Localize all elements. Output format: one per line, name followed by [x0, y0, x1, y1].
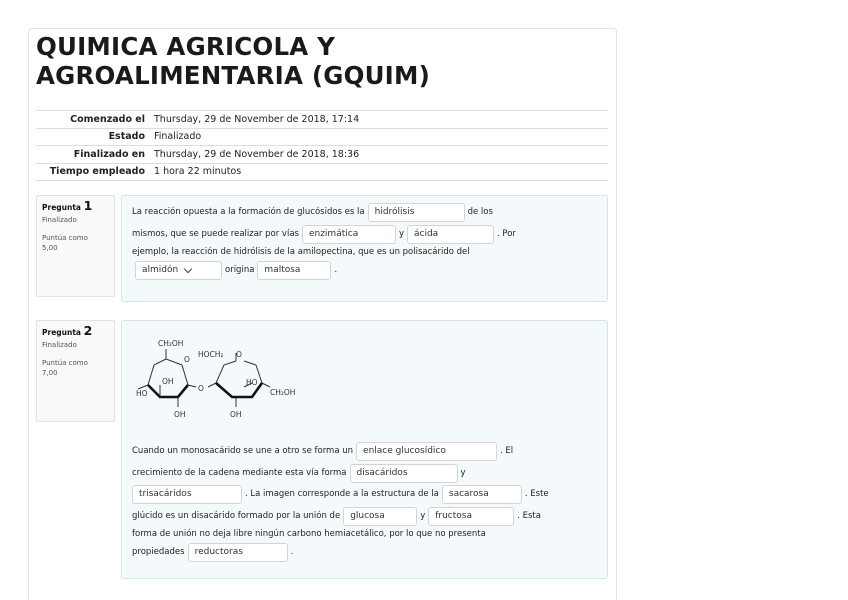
question-text: Cuando un monosacárido se une a otro se forma un	[132, 446, 354, 457]
question-text: crecimiento de la cadena mediante esta vía forma	[132, 467, 347, 478]
question-1-text	[132, 202, 516, 282]
question-text: ejemplo, la reacción de hidrólisis de la amilopectina, que es un polisacárido del	[132, 247, 470, 257]
summary-row	[36, 163, 608, 181]
question-text: origina	[225, 265, 255, 276]
question-text: y	[398, 228, 404, 239]
summary-label: Estado	[108, 131, 145, 143]
label-o: O	[236, 350, 242, 359]
question-prefix: Pregunta	[42, 203, 81, 212]
answer-field[interactable]: fructosa	[428, 507, 514, 526]
question-prefix: Pregunta	[42, 328, 81, 337]
question-grade-label: Puntúa como	[42, 234, 88, 242]
course-title: QUIMICA AGRICOLA Y AGROALIMENTARIA (GQUIM)	[36, 32, 430, 90]
question-2-info	[36, 320, 115, 422]
question-text: propiedades	[132, 547, 185, 558]
summary-label: Comenzado el	[70, 113, 145, 125]
question-2-text	[132, 441, 549, 564]
question-grade-label: Puntúa como	[42, 359, 88, 367]
question-text: y	[460, 467, 466, 478]
question-text: forma de unión no deja libre ningún carbono hemiacetálico, por lo que no presenta	[132, 529, 486, 539]
answer-select[interactable]	[135, 261, 222, 280]
chevron-down-icon	[184, 265, 192, 273]
answer-select-value: almidón	[142, 265, 179, 276]
label-ch2oh: CH₂OH	[270, 388, 296, 397]
label-o: O	[184, 355, 190, 364]
question-1-content	[121, 195, 608, 302]
summary-value: Thursday, 29 de November de 2018, 18:36	[154, 148, 360, 160]
question-grade-value: 5,00	[42, 244, 58, 252]
question-text: de los	[467, 207, 493, 218]
label-oh: OH	[230, 410, 242, 419]
answer-field[interactable]: hidrólisis	[368, 203, 465, 222]
question-number-value: 2	[83, 323, 93, 338]
summary-row	[36, 111, 608, 129]
label-o: O	[198, 384, 204, 393]
question-state: Finalizado	[42, 216, 77, 224]
answer-field[interactable]: reductoras	[188, 543, 288, 562]
question-text: .	[334, 265, 338, 276]
summary-row	[36, 146, 608, 164]
question-number	[42, 199, 114, 215]
label-oh: OH	[162, 377, 174, 386]
answer-field[interactable]: maltosa	[257, 261, 331, 280]
answer-field[interactable]: sacarosa	[442, 485, 522, 504]
attempt-summary-table	[36, 110, 608, 181]
summary-row	[36, 128, 608, 146]
question-text: y	[420, 510, 426, 521]
question-number-value: 1	[83, 198, 93, 213]
question-text: La reacción opuesta a la formación de glucósidos es la	[132, 207, 365, 218]
answer-field[interactable]: disacáridos	[350, 464, 458, 483]
sucrose-structure-image	[136, 335, 336, 425]
question-state: Finalizado	[42, 341, 77, 349]
label-hoch2: HOCH₂	[198, 350, 224, 359]
question-text: glúcido es un disacárido formado por la unión de	[132, 510, 341, 521]
answer-field[interactable]: enlace glucosídico	[356, 442, 497, 461]
question-2-content	[121, 320, 608, 579]
question-text: . Por	[497, 228, 516, 239]
question-1-info	[36, 195, 115, 297]
question-text: . Este	[524, 489, 549, 500]
question-text: mismos, que se puede realizar por vías	[132, 228, 299, 239]
label-ch2oh: CH₂OH	[158, 339, 184, 348]
summary-label: Tiempo empleado	[49, 166, 145, 178]
question-text: .	[290, 547, 294, 558]
label-oh: OH	[174, 410, 186, 419]
answer-field[interactable]: trisacáridos	[132, 485, 242, 504]
question-grade-value: 7,00	[42, 369, 58, 377]
question-text: . El	[500, 446, 514, 457]
answer-field[interactable]: glucosa	[343, 507, 417, 526]
summary-value: Thursday, 29 de November de 2018, 17:14	[154, 113, 360, 125]
label-ho: HO	[136, 389, 148, 398]
label-ho: HO	[246, 378, 258, 387]
answer-field[interactable]: ácida	[407, 225, 494, 244]
question-number	[42, 324, 114, 340]
summary-label: Finalizado en	[73, 148, 145, 160]
summary-value: Finalizado	[154, 131, 202, 143]
question-text: . La imagen corresponde a la estructura de la	[245, 489, 439, 500]
answer-field[interactable]: enzimática	[302, 225, 396, 244]
question-text: . Esta	[517, 510, 541, 521]
summary-value: 1 hora 22 minutos	[154, 166, 242, 178]
